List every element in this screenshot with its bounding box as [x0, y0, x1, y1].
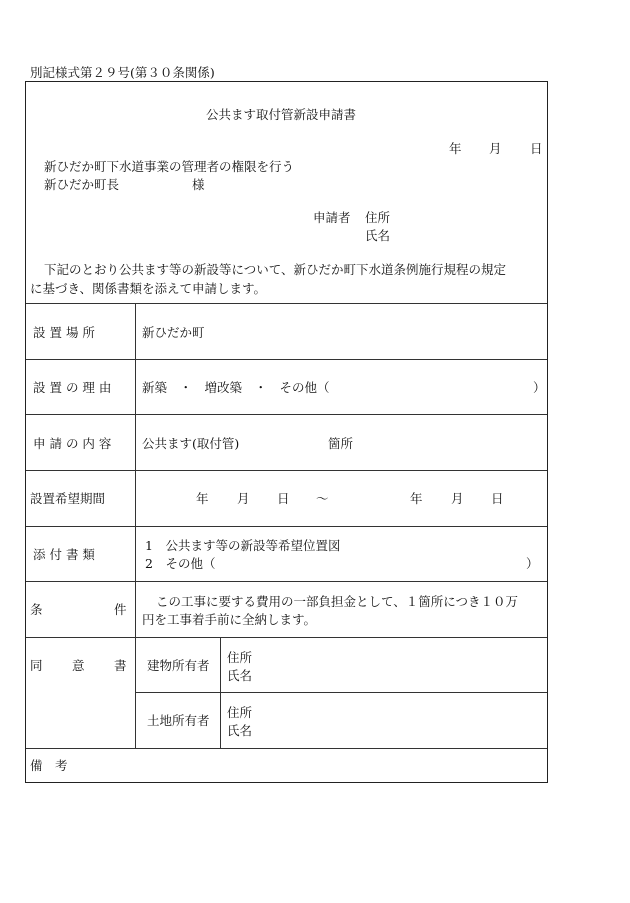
location-value: 新ひだか町	[142, 325, 205, 340]
building-owner-name-label: 氏名	[227, 668, 253, 683]
land-owner-name-label: 氏名	[227, 723, 253, 738]
row-divider	[26, 303, 547, 304]
addressee-line2: 新ひだか町長	[44, 177, 120, 192]
conditions-line2: 円を工事着手前に全納します。	[142, 612, 317, 627]
consent-column-divider	[220, 637, 221, 748]
period-start-month: 月	[237, 491, 250, 506]
intro-line2: に基づき、関係書類を添えて申請します。	[30, 281, 267, 296]
building-owner-address-label: 住所	[227, 650, 253, 665]
content-unit: 箇所	[328, 436, 354, 451]
reason-label: 設 置 の 理 由	[33, 380, 112, 395]
addressee-line1: 新ひだか町下水道事業の管理者の権限を行う	[44, 159, 295, 174]
date-month: 月	[489, 141, 502, 156]
row-divider	[26, 581, 547, 582]
conditions-label-right: 件	[114, 602, 127, 617]
date-year: 年	[449, 141, 462, 156]
reason-close-paren: ）	[533, 380, 546, 395]
attachment-close-paren: ）	[526, 556, 539, 571]
consent-label-2: 意	[72, 658, 85, 673]
land-owner-address-label: 住所	[227, 705, 253, 720]
row-divider	[26, 526, 547, 527]
period-end-year: 年	[410, 491, 423, 506]
consent-label-3: 書	[114, 658, 127, 673]
attachment-item-1: 1 公共ます等の新設等希望位置図	[145, 538, 341, 553]
form-number: 別記様式第２９号(第３０条関係)	[30, 65, 215, 80]
intro-line1: 下記のとおり公共ます等の新設等について、新ひだか町下水道条例施行規程の規定	[44, 262, 507, 277]
land-owner-label: 土地所有者	[147, 713, 210, 728]
attachment-item-2: 2 その他（	[145, 556, 216, 571]
date-day: 日	[530, 141, 543, 156]
attachments-label: 添 付 書 類	[33, 547, 95, 562]
consent-label-1: 同	[30, 658, 43, 673]
period-end-day: 日	[491, 491, 504, 506]
period-start-year: 年	[196, 491, 209, 506]
period-label: 設置希望期間	[30, 491, 106, 506]
applicant-address-label: 住所	[365, 210, 391, 225]
content-value: 公共ます(取付管)	[142, 436, 240, 451]
label-column-divider	[135, 303, 136, 748]
row-divider	[26, 748, 547, 749]
conditions-line1: この工事に要する費用の一部負担金として、１箇所につき１０万	[156, 594, 519, 609]
form-title: 公共ます取付管新設申請書	[206, 107, 357, 122]
reason-options: 新築 ・ 増改築 ・ その他（	[142, 380, 330, 395]
row-divider	[26, 359, 547, 360]
remarks-label: 備 考	[30, 758, 68, 773]
row-divider	[136, 692, 547, 693]
row-divider	[26, 637, 547, 638]
content-label: 申 請 の 内 容	[33, 436, 112, 451]
location-label: 設 置 場 所	[33, 325, 95, 340]
row-divider	[26, 414, 547, 415]
period-start-day: 日	[277, 491, 290, 506]
conditions-label-left: 条	[30, 602, 43, 617]
building-owner-label: 建物所有者	[147, 658, 210, 673]
applicant-name-label: 氏名	[365, 228, 391, 243]
row-divider	[26, 470, 547, 471]
period-tilde: ～	[316, 491, 329, 506]
addressee-honorific: 様	[192, 177, 205, 192]
period-end-month: 月	[451, 491, 464, 506]
applicant-label: 申請者	[313, 210, 351, 225]
